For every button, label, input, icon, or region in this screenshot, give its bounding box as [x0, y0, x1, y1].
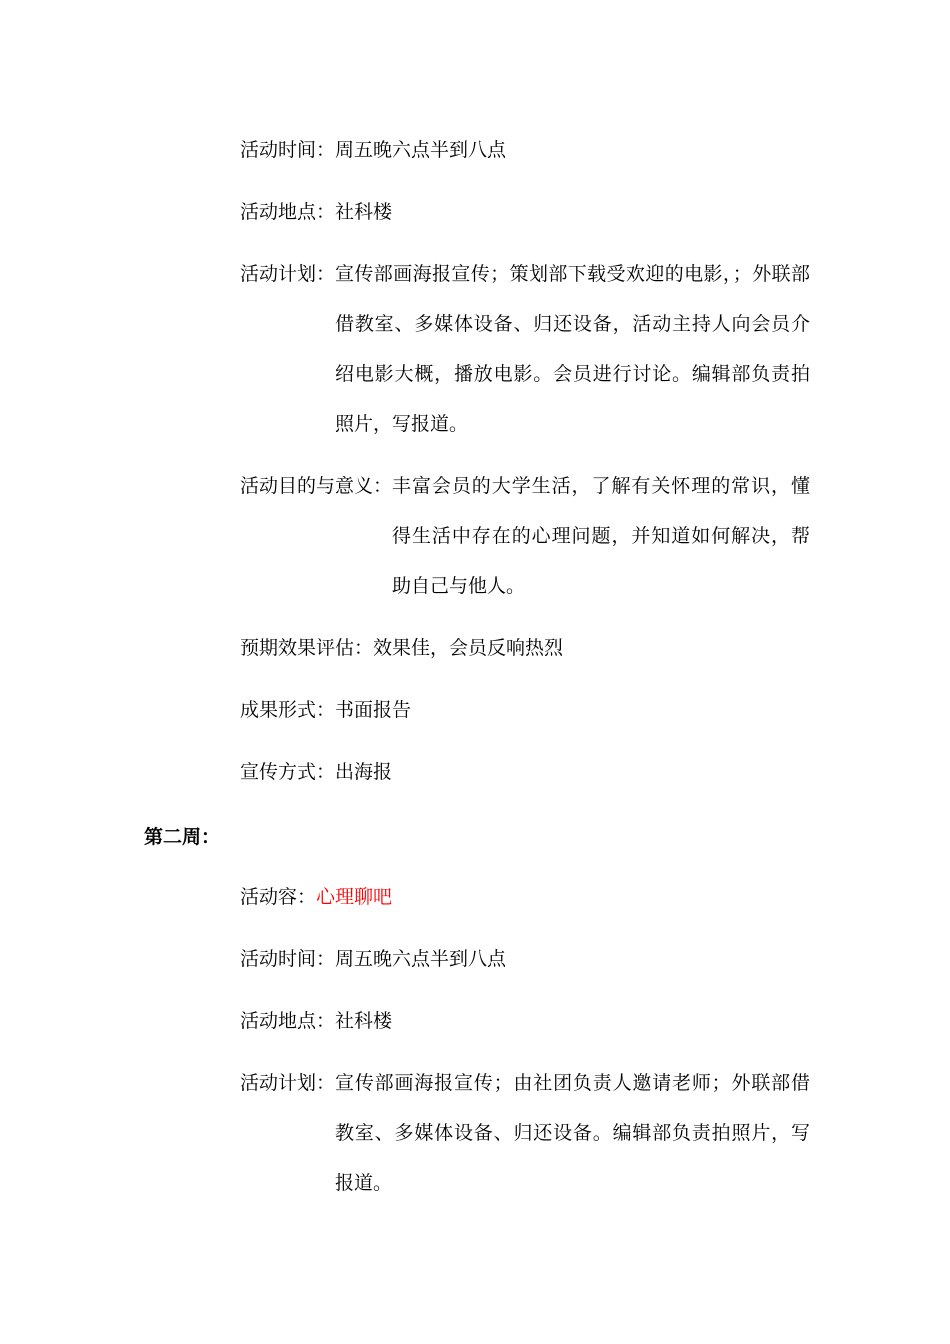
week1-promo-value: 出海报 — [335, 761, 393, 783]
week1-purpose-label: 活动目的与意义： — [240, 475, 393, 497]
week2-plan-label: 活动计划： — [240, 1072, 336, 1094]
week1-plan-value: 宣传部画海报宣传；策划部下载受欢迎的电影，；外联部借教室、多媒体设备、归还设备，活动主持人向会员介绍电影大概，播放电影。会员进行讨论。编辑部负责拍照片，写报道。 — [335, 263, 810, 435]
week2-plan-row — [240, 1058, 810, 1208]
week1-place-label: 活动地点： — [240, 201, 336, 223]
week2-heading: 第二周： — [144, 826, 221, 848]
week2-content-value: 心理聊吧 — [316, 886, 393, 908]
week1-effect-row — [240, 623, 810, 673]
week1-result-row — [240, 685, 810, 735]
week1-result-label: 成果形式： — [240, 699, 336, 721]
week1-purpose-row — [240, 461, 810, 611]
week2-place-value: 社科楼 — [335, 1010, 393, 1032]
week1-result-value: 书面报告 — [335, 699, 412, 721]
week2-time-row — [240, 934, 810, 984]
week2-content-row — [240, 872, 810, 922]
week1-purpose-value: 丰富会员的大学生活，了解有关怀理的常识，懂得生活中存在的心理问题，并知道如何解决，帮助自己与他人。 — [392, 475, 810, 597]
week1-time-row — [240, 125, 810, 175]
week2-time-label: 活动时间： — [240, 948, 336, 970]
week1-effect-value: 效果佳，会员反响热烈 — [373, 637, 564, 659]
week1-time-value: 周五晚六点半到八点 — [335, 139, 507, 161]
week2-plan-value: 宣传部画海报宣传；由社团负责人邀请老师；外联部借教室、多媒体设备、归还设备。编辑部负责拍照片，写报道。 — [335, 1072, 810, 1194]
week1-effect-label: 预期效果评估： — [240, 637, 374, 659]
week1-place-row — [240, 187, 810, 237]
week2-content-label: 活动容： — [240, 886, 317, 908]
week2-time-value: 周五晚六点半到八点 — [335, 948, 507, 970]
week1-promo-row — [240, 747, 810, 797]
week1-place-value: 社科楼 — [335, 201, 393, 223]
week2-place-label: 活动地点： — [240, 1010, 336, 1032]
week2-place-row — [240, 996, 810, 1046]
week1-plan-label: 活动计划： — [240, 263, 336, 285]
week1-promo-label: 宣传方式： — [240, 761, 336, 783]
week1-plan-row — [240, 249, 810, 449]
week1-time-label: 活动时间： — [240, 139, 336, 161]
